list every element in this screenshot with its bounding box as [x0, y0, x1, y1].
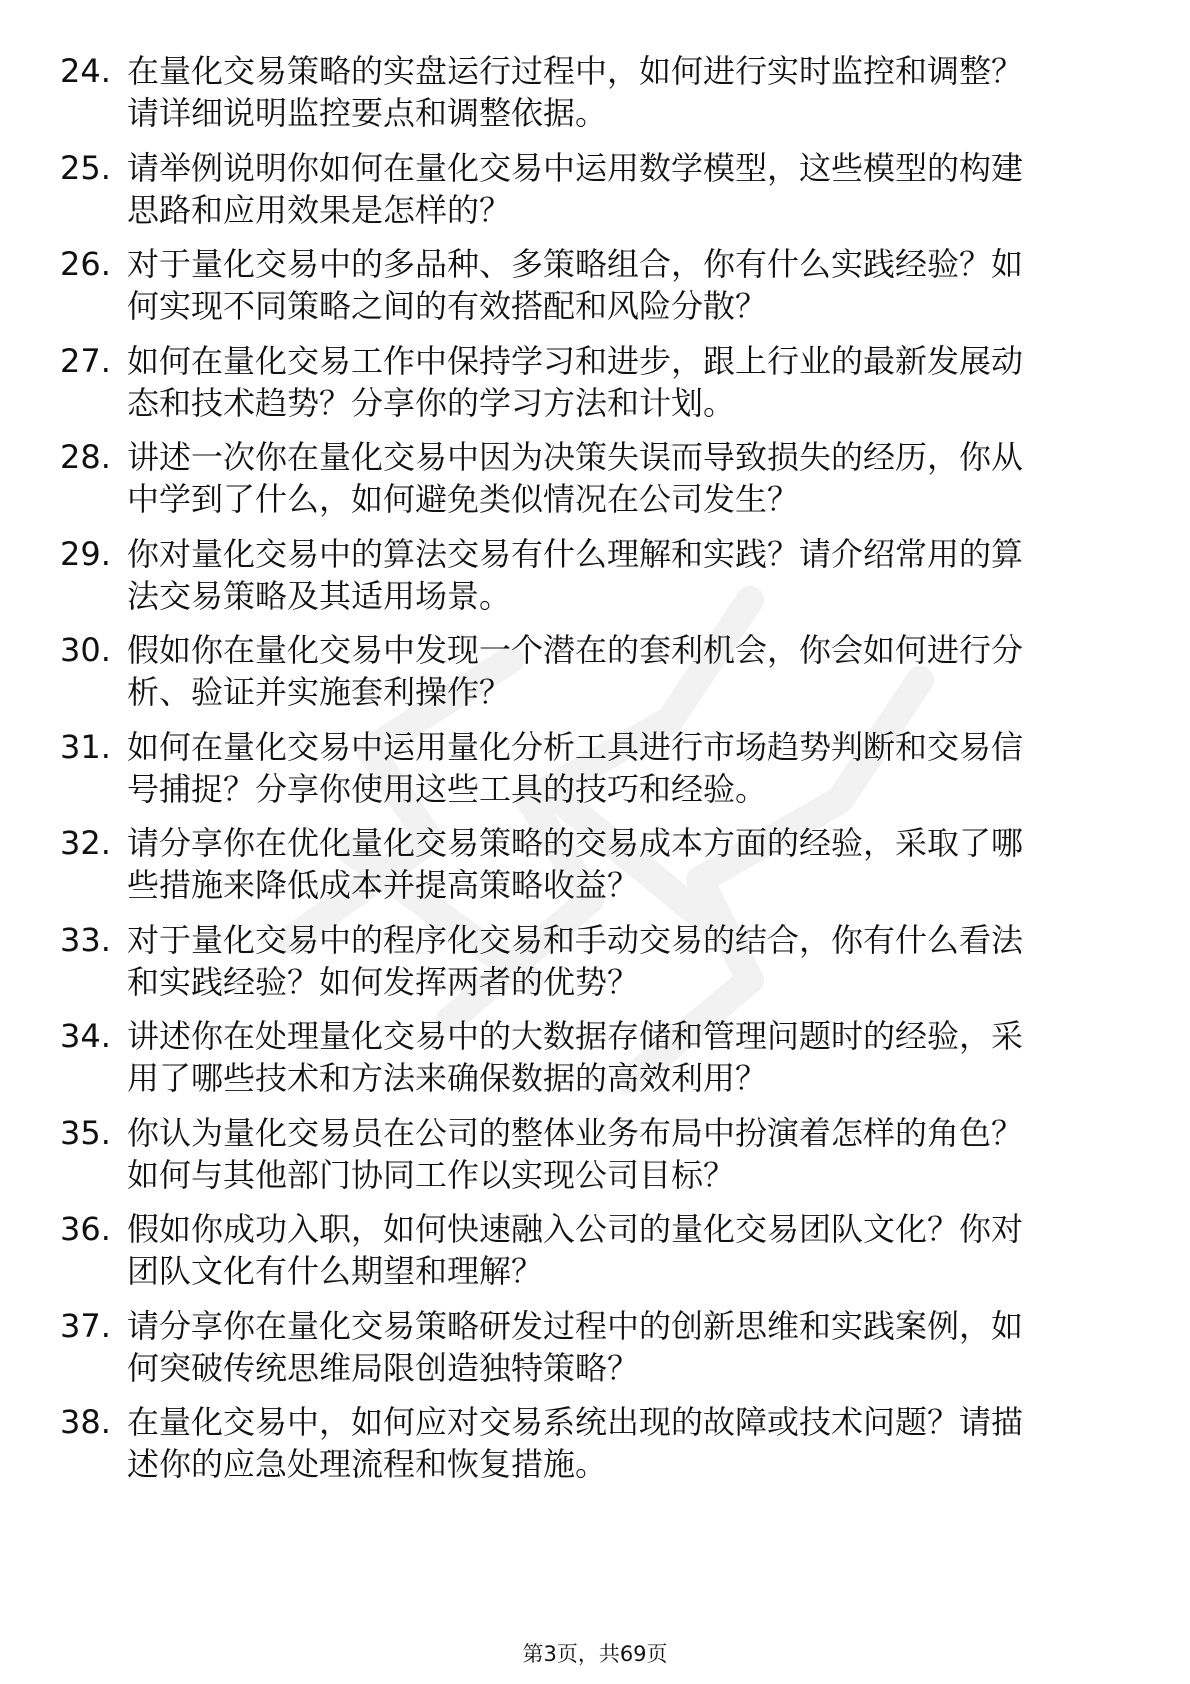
question-number: 37.: [60, 1306, 111, 1345]
question-text-line-1: 请分享你在优化量化交易策略的交易成本方面的经验，采取了哪: [127, 824, 1024, 862]
question-number: 33.: [60, 920, 111, 959]
question-text-line-2: 法交易策略及其适用场景。: [127, 576, 512, 615]
question-text-line-2: 态和技术趋势？分享你的学习方法和计划。: [127, 383, 736, 422]
question-text-line-1: 如何在量化交易中运用量化分析工具进行市场趋势判断和交易信: [127, 727, 1024, 766]
question-text-line-2: 如何与其他部门协同工作以实现公司目标？: [127, 1155, 736, 1194]
question-text-line-1: 请分享你在量化交易策略研发过程中的创新思维和实践案例，如: [127, 1306, 1024, 1345]
question-number: 35.: [60, 1113, 111, 1152]
question-number: 34.: [60, 1017, 111, 1055]
question-number: 29.: [60, 534, 111, 573]
question-text-line-2: 思路和应用效果是怎样的？: [127, 190, 512, 229]
question-text-line-2: 述你的应急处理流程和恢复措施。: [127, 1445, 608, 1483]
question-text-line-1: 在量化交易中，如何应对交易系统出现的故障或技术问题？请描: [127, 1403, 1024, 1441]
question-text-line-1: 假如你成功入职，如何快速融入公司的量化交易团队文化？你对: [127, 1210, 1024, 1248]
question-text-line-2: 和实践经验？如何发挥两者的优势？: [127, 962, 640, 1001]
question-number: 28.: [60, 438, 111, 476]
question-number: 36.: [60, 1210, 111, 1248]
question-text-line-2: 号捕捉？分享你使用这些工具的技巧和经验。: [127, 769, 768, 808]
question-number: 32.: [60, 824, 111, 862]
question-text-line-1: 假如你在量化交易中发现一个潜在的套利机会，你会如何进行分: [127, 631, 1024, 669]
question-number: 24.: [60, 52, 111, 90]
question-text-line-2: 些措施来降低成本并提高策略收益？: [127, 866, 640, 904]
question-text-line-1: 如何在量化交易工作中保持学习和进步，跟上行业的最新发展动: [127, 341, 1024, 380]
question-number: 26.: [60, 245, 111, 283]
question-number: 30.: [60, 631, 111, 669]
question-number: 27.: [60, 341, 111, 380]
question-text-line-1: 请举例说明你如何在量化交易中运用数学模型，这些模型的构建: [127, 148, 1024, 187]
question-text-line-2: 用了哪些技术和方法来确保数据的高效利用？: [127, 1059, 768, 1097]
question-text-line-2: 何实现不同策略之间的有效搭配和风险分散？: [127, 287, 768, 325]
question-text-line-1: 你认为量化交易员在公司的整体业务布局中扮演着怎样的角色？: [127, 1113, 1024, 1152]
question-number: 31.: [60, 727, 111, 766]
question-number: 38.: [60, 1403, 111, 1441]
page-footer: 第3页，共69页: [522, 1642, 668, 1666]
question-number: 25.: [60, 148, 111, 187]
question-text-line-1: 讲述你在处理量化交易中的大数据存储和管理问题时的经验，采: [127, 1017, 1024, 1055]
question-text-line-2: 中学到了什么，如何避免类似情况在公司发生？: [127, 480, 800, 518]
question-text-line-1: 对于量化交易中的程序化交易和手动交易的结合，你有什么看法: [127, 920, 1024, 959]
question-text-line-2: 请详细说明监控要点和调整依据。: [127, 94, 608, 132]
question-text-line-1: 讲述一次你在量化交易中因为决策失误而导致损失的经历，你从: [127, 438, 1024, 476]
question-text-line-2: 析、验证并实施套利操作？: [127, 673, 512, 711]
question-text-line-1: 你对量化交易中的算法交易有什么理解和实践？请介绍常用的算: [127, 534, 1024, 573]
question-text-line-2: 团队文化有什么期望和理解？: [127, 1252, 544, 1290]
question-text-line-2: 何突破传统思维局限创造独特策略？: [127, 1348, 640, 1387]
question-text-line-1: 对于量化交易中的多品种、多策略组合，你有什么实践经验？如: [127, 245, 1024, 283]
question-text-line-1: 在量化交易策略的实盘运行过程中，如何进行实时监控和调整？: [127, 52, 1024, 90]
